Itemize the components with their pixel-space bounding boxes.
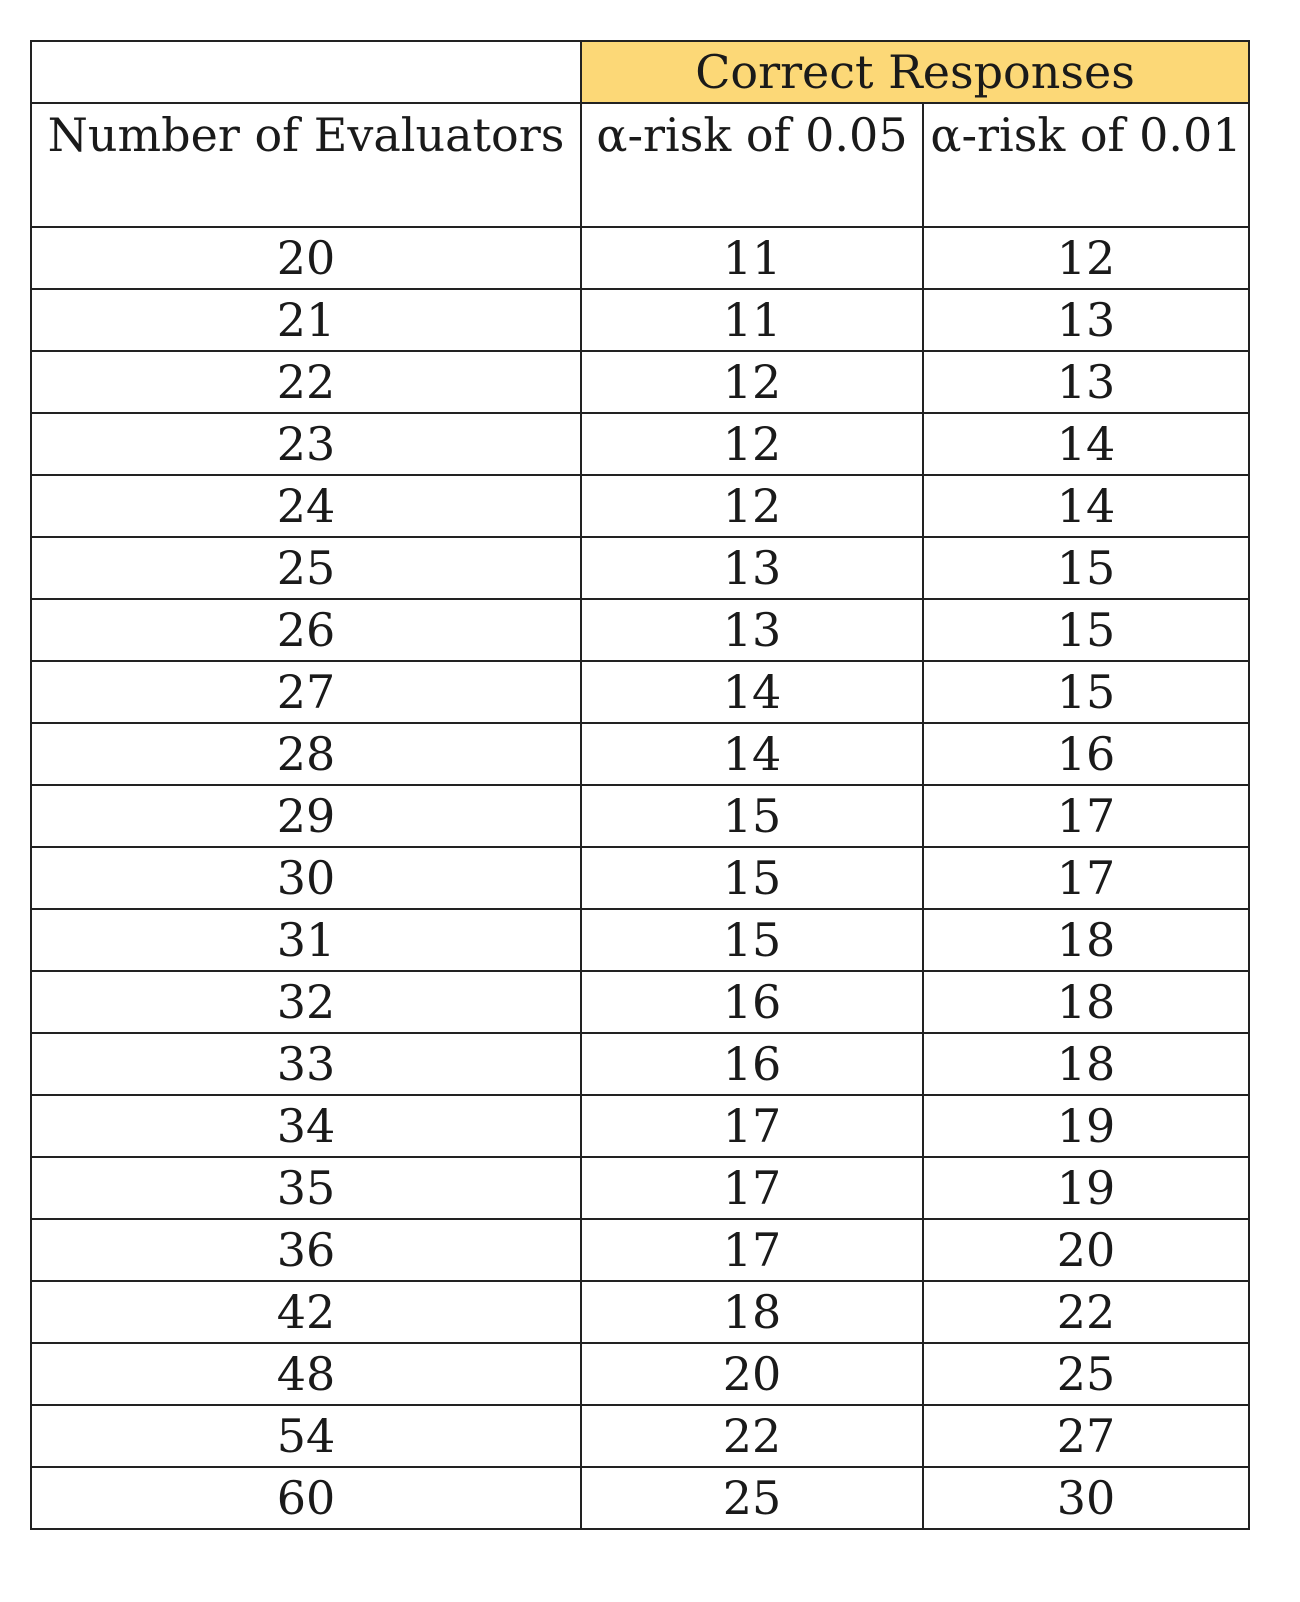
evaluators-cell: 26 xyxy=(31,599,581,661)
risk-001-cell: 20 xyxy=(923,1219,1249,1281)
table-row xyxy=(31,1343,1249,1405)
risk-005-cell: 12 xyxy=(581,351,923,413)
risk-005-cell: 20 xyxy=(581,1343,923,1405)
table-row xyxy=(31,785,1249,847)
risk-005-cell: 25 xyxy=(581,1467,923,1529)
risk-005-cell: 15 xyxy=(581,909,923,971)
evaluators-column-header: Number of Evaluators xyxy=(31,103,581,227)
risk-005-cell: 11 xyxy=(581,227,923,289)
risk-005-cell: 18 xyxy=(581,1281,923,1343)
risk-005-cell: 16 xyxy=(581,1033,923,1095)
risk-001-cell: 17 xyxy=(923,847,1249,909)
table-row xyxy=(31,1405,1249,1467)
risk-001-column-header: α-risk of 0.01 xyxy=(923,103,1249,227)
evaluators-cell: 29 xyxy=(31,785,581,847)
risk-001-cell: 18 xyxy=(923,1033,1249,1095)
table-row xyxy=(31,351,1249,413)
evaluators-cell: 32 xyxy=(31,971,581,1033)
risk-001-cell: 15 xyxy=(923,599,1249,661)
evaluators-cell: 20 xyxy=(31,227,581,289)
table-row xyxy=(31,1095,1249,1157)
evaluators-cell: 23 xyxy=(31,413,581,475)
risk-005-cell: 17 xyxy=(581,1219,923,1281)
table-row xyxy=(31,661,1249,723)
risk-001-cell: 30 xyxy=(923,1467,1249,1529)
risk-005-cell: 13 xyxy=(581,537,923,599)
risk-005-column-header: α-risk of 0.05 xyxy=(581,103,923,227)
evaluators-cell: 60 xyxy=(31,1467,581,1529)
risk-001-cell: 19 xyxy=(923,1157,1249,1219)
evaluators-cell: 36 xyxy=(31,1219,581,1281)
risk-001-cell: 14 xyxy=(923,413,1249,475)
group-header-row xyxy=(31,41,1249,103)
evaluators-cell: 31 xyxy=(31,909,581,971)
risk-005-cell: 17 xyxy=(581,1095,923,1157)
table-row xyxy=(31,847,1249,909)
table-body xyxy=(31,227,1249,1529)
table-row xyxy=(31,599,1249,661)
table-row xyxy=(31,723,1249,785)
risk-001-cell: 15 xyxy=(923,661,1249,723)
evaluators-cell: 21 xyxy=(31,289,581,351)
risk-005-cell: 17 xyxy=(581,1157,923,1219)
evaluators-cell: 27 xyxy=(31,661,581,723)
risk-005-cell: 15 xyxy=(581,785,923,847)
evaluators-cell: 42 xyxy=(31,1281,581,1343)
evaluators-cell: 25 xyxy=(31,537,581,599)
risk-001-cell: 22 xyxy=(923,1281,1249,1343)
table-row xyxy=(31,909,1249,971)
risk-001-cell: 13 xyxy=(923,351,1249,413)
risk-005-cell: 14 xyxy=(581,723,923,785)
risk-001-cell: 27 xyxy=(923,1405,1249,1467)
evaluators-cell: 28 xyxy=(31,723,581,785)
table-row xyxy=(31,1219,1249,1281)
evaluators-cell: 35 xyxy=(31,1157,581,1219)
risk-001-cell: 17 xyxy=(923,785,1249,847)
risk-005-cell: 11 xyxy=(581,289,923,351)
evaluators-cell: 34 xyxy=(31,1095,581,1157)
risk-005-cell: 14 xyxy=(581,661,923,723)
risk-001-cell: 14 xyxy=(923,475,1249,537)
risk-001-cell: 15 xyxy=(923,537,1249,599)
table-row xyxy=(31,1281,1249,1343)
evaluators-cell: 33 xyxy=(31,1033,581,1095)
table-row xyxy=(31,413,1249,475)
column-header-row xyxy=(31,103,1249,227)
risk-005-cell: 16 xyxy=(581,971,923,1033)
risk-001-cell: 18 xyxy=(923,971,1249,1033)
risk-001-cell: 13 xyxy=(923,289,1249,351)
risk-005-cell: 13 xyxy=(581,599,923,661)
table-row xyxy=(31,227,1249,289)
correct-responses-table xyxy=(30,40,1250,1530)
correct-responses-header: Correct Responses xyxy=(581,41,1249,103)
risk-001-cell: 18 xyxy=(923,909,1249,971)
evaluators-cell: 54 xyxy=(31,1405,581,1467)
risk-001-cell: 25 xyxy=(923,1343,1249,1405)
risk-001-cell: 19 xyxy=(923,1095,1249,1157)
table-row xyxy=(31,1467,1249,1529)
risk-005-cell: 12 xyxy=(581,413,923,475)
table-row xyxy=(31,971,1249,1033)
risk-001-cell: 16 xyxy=(923,723,1249,785)
evaluators-cell: 22 xyxy=(31,351,581,413)
risk-005-cell: 12 xyxy=(581,475,923,537)
table-row xyxy=(31,289,1249,351)
table-row xyxy=(31,475,1249,537)
risk-001-cell: 12 xyxy=(923,227,1249,289)
evaluators-cell: 24 xyxy=(31,475,581,537)
evaluators-cell: 30 xyxy=(31,847,581,909)
blank-corner-cell xyxy=(31,41,581,103)
table-row xyxy=(31,1157,1249,1219)
risk-005-cell: 22 xyxy=(581,1405,923,1467)
evaluators-cell: 48 xyxy=(31,1343,581,1405)
risk-005-cell: 15 xyxy=(581,847,923,909)
table-row xyxy=(31,537,1249,599)
table-row xyxy=(31,1033,1249,1095)
